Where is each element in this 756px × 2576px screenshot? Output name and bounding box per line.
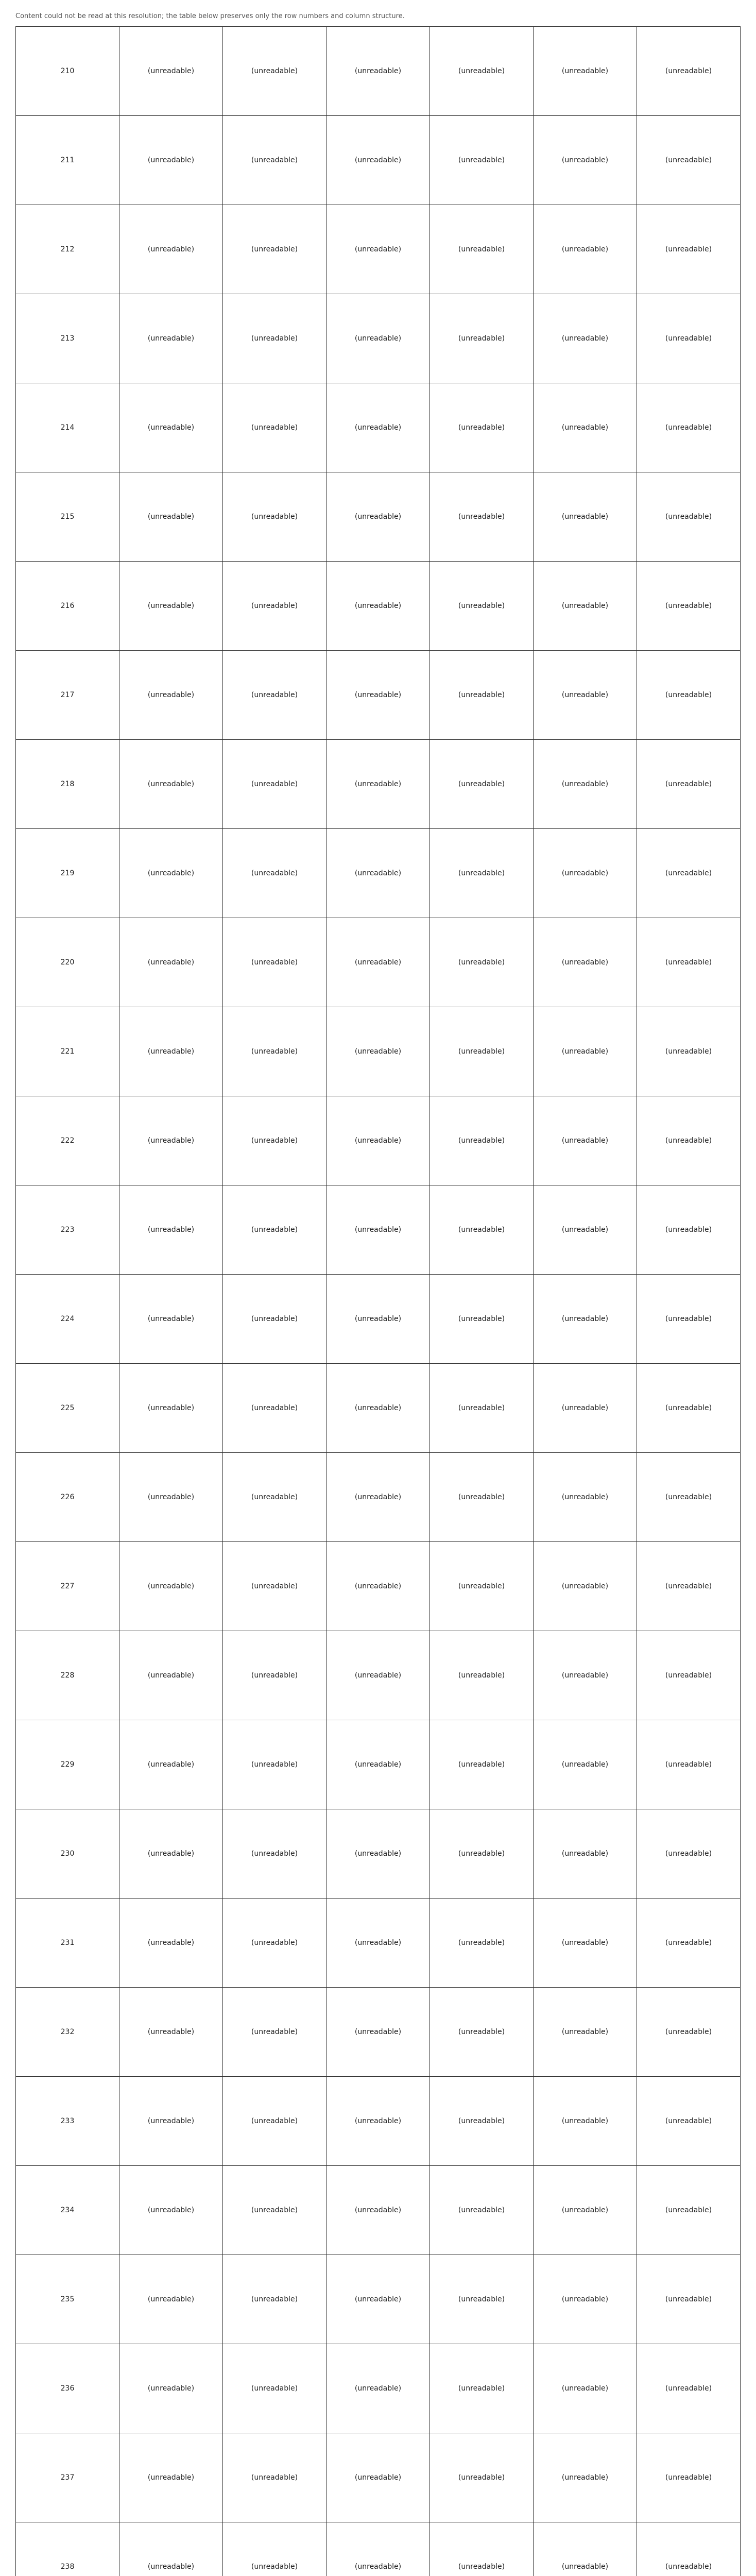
table-cell: (unreadable) [223,2522,327,2576]
table-row [16,116,741,205]
table-row [16,1275,741,1364]
table-row [16,1007,741,1096]
table-cell: (unreadable) [637,2522,741,2576]
row-number-cell: 217 [16,651,119,740]
data-table [15,26,741,2576]
table-cell: (unreadable) [119,651,223,740]
table-cell: (unreadable) [223,1809,327,1899]
table-row [16,2433,741,2522]
table-cell: (unreadable) [430,1899,534,1988]
table-cell: (unreadable) [327,1899,430,1988]
table-cell: (unreadable) [430,383,534,472]
table-cell: (unreadable) [637,1275,741,1364]
table-cell: (unreadable) [119,116,223,205]
row-number-cell: 230 [16,1809,119,1899]
table-cell: (unreadable) [534,472,637,562]
table-cell: (unreadable) [119,1542,223,1631]
table-cell: (unreadable) [430,1096,534,1185]
table-cell: (unreadable) [119,27,223,116]
table-row [16,472,741,562]
row-number-cell: 234 [16,2166,119,2255]
row-number-cell: 226 [16,1453,119,1542]
table-cell: (unreadable) [430,2077,534,2166]
table-cell: (unreadable) [430,205,534,294]
table-cell: (unreadable) [534,1988,637,2077]
table-cell: (unreadable) [430,1631,534,1720]
table-cell: (unreadable) [534,2433,637,2522]
table-row [16,1364,741,1453]
table-cell: (unreadable) [327,740,430,829]
table-cell: (unreadable) [534,2255,637,2344]
table-cell: (unreadable) [119,1988,223,2077]
table-cell: (unreadable) [430,562,534,651]
table-cell: (unreadable) [430,2255,534,2344]
table-cell: (unreadable) [534,1720,637,1809]
table-cell: (unreadable) [534,1453,637,1542]
table-cell: (unreadable) [430,116,534,205]
table-cell: (unreadable) [119,1899,223,1988]
table-cell: (unreadable) [223,2344,327,2433]
table-row [16,1988,741,2077]
table-cell: (unreadable) [223,27,327,116]
table-cell: (unreadable) [119,1096,223,1185]
table-cell: (unreadable) [119,918,223,1007]
table-row [16,2344,741,2433]
table-row [16,1631,741,1720]
table-cell: (unreadable) [534,2522,637,2576]
table-cell: (unreadable) [223,918,327,1007]
table-cell: (unreadable) [223,383,327,472]
table-cell: (unreadable) [637,2344,741,2433]
table-cell: (unreadable) [327,472,430,562]
table-cell: (unreadable) [119,1453,223,1542]
table-cell: (unreadable) [327,918,430,1007]
table-cell: (unreadable) [327,383,430,472]
table-cell: (unreadable) [327,829,430,918]
row-number-cell: 225 [16,1364,119,1453]
row-number-cell: 213 [16,294,119,383]
table-cell: (unreadable) [430,829,534,918]
table-cell: (unreadable) [637,1899,741,1988]
table-cell: (unreadable) [223,1275,327,1364]
table-row [16,651,741,740]
row-number-cell: 233 [16,2077,119,2166]
table-cell: (unreadable) [637,1096,741,1185]
table-cell: (unreadable) [223,205,327,294]
table-cell: (unreadable) [327,1720,430,1809]
table-cell: (unreadable) [327,27,430,116]
table-cell: (unreadable) [223,829,327,918]
table-cell: (unreadable) [534,562,637,651]
table-cell: (unreadable) [534,1631,637,1720]
table-cell: (unreadable) [119,2166,223,2255]
row-number-cell: 216 [16,562,119,651]
table-cell: (unreadable) [637,116,741,205]
table-row [16,2077,741,2166]
table-cell: (unreadable) [430,2344,534,2433]
table-row [16,294,741,383]
table-row [16,1453,741,1542]
table-cell: (unreadable) [637,1542,741,1631]
table-cell: (unreadable) [637,2166,741,2255]
table-cell: (unreadable) [327,2255,430,2344]
table-cell: (unreadable) [119,740,223,829]
table-row [16,829,741,918]
table-cell: (unreadable) [637,918,741,1007]
table-cell: (unreadable) [430,1185,534,1275]
row-number-cell: 236 [16,2344,119,2433]
table-cell: (unreadable) [430,294,534,383]
table-cell: (unreadable) [534,1899,637,1988]
table-cell: (unreadable) [534,205,637,294]
table-cell: (unreadable) [637,1453,741,1542]
table-cell: (unreadable) [223,2077,327,2166]
table-row [16,383,741,472]
table-cell: (unreadable) [534,2344,637,2433]
table-cell: (unreadable) [327,1809,430,1899]
table-cell: (unreadable) [430,2433,534,2522]
table-cell: (unreadable) [327,2522,430,2576]
table-cell: (unreadable) [119,472,223,562]
table-cell: (unreadable) [223,1096,327,1185]
row-number-cell: 223 [16,1185,119,1275]
table-cell: (unreadable) [327,562,430,651]
table-cell: (unreadable) [430,740,534,829]
table-cell: (unreadable) [534,383,637,472]
table-cell: (unreadable) [637,472,741,562]
table-cell: (unreadable) [119,562,223,651]
table-cell: (unreadable) [119,829,223,918]
table-row [16,2255,741,2344]
table-cell: (unreadable) [637,740,741,829]
row-number-cell: 227 [16,1542,119,1631]
row-number-cell: 215 [16,472,119,562]
table-cell: (unreadable) [119,2077,223,2166]
table-cell: (unreadable) [223,2255,327,2344]
table-cell: (unreadable) [327,2344,430,2433]
table-cell: (unreadable) [223,1185,327,1275]
table-cell: (unreadable) [119,383,223,472]
table-cell: (unreadable) [430,27,534,116]
table-cell: (unreadable) [327,2077,430,2166]
table-cell: (unreadable) [534,918,637,1007]
table-cell: (unreadable) [637,294,741,383]
table-cell: (unreadable) [119,1185,223,1275]
table-cell: (unreadable) [223,1988,327,2077]
table-cell: (unreadable) [430,1007,534,1096]
table-cell: (unreadable) [119,1631,223,1720]
table-cell: (unreadable) [534,1809,637,1899]
table-cell: (unreadable) [119,205,223,294]
table-cell: (unreadable) [430,2522,534,2576]
table-cell: (unreadable) [223,1453,327,1542]
table-cell: (unreadable) [637,2433,741,2522]
table-cell: (unreadable) [327,1364,430,1453]
table-cell: (unreadable) [637,1364,741,1453]
table-cell: (unreadable) [637,1720,741,1809]
table-cell: (unreadable) [637,1988,741,2077]
table-cell: (unreadable) [637,1809,741,1899]
table-body [16,27,741,2576]
table-cell: (unreadable) [119,1809,223,1899]
table-cell: (unreadable) [534,2166,637,2255]
table-cell: (unreadable) [119,1007,223,1096]
table-cell: (unreadable) [534,294,637,383]
row-number-cell: 210 [16,27,119,116]
row-number-cell: 232 [16,1988,119,2077]
table-cell: (unreadable) [327,2166,430,2255]
table-cell: (unreadable) [223,2166,327,2255]
table-cell: (unreadable) [327,294,430,383]
table-cell: (unreadable) [327,1453,430,1542]
table-cell: (unreadable) [327,1007,430,1096]
table-cell: (unreadable) [223,116,327,205]
table-cell: (unreadable) [327,205,430,294]
table-cell: (unreadable) [637,205,741,294]
table-cell: (unreadable) [223,472,327,562]
table-cell: (unreadable) [223,294,327,383]
table-cell: (unreadable) [223,1899,327,1988]
row-number-cell: 237 [16,2433,119,2522]
table-cell: (unreadable) [534,651,637,740]
table-cell: (unreadable) [637,651,741,740]
row-number-cell: 221 [16,1007,119,1096]
table-cell: (unreadable) [223,1631,327,1720]
table-cell: (unreadable) [637,1007,741,1096]
table-cell: (unreadable) [119,1364,223,1453]
row-number-cell: 220 [16,918,119,1007]
table-cell: (unreadable) [430,1809,534,1899]
table-cell: (unreadable) [430,918,534,1007]
table-cell: (unreadable) [534,1364,637,1453]
row-number-cell: 229 [16,1720,119,1809]
table-row [16,1720,741,1809]
table-cell: (unreadable) [637,2255,741,2344]
table-row [16,2166,741,2255]
table-cell: (unreadable) [223,1542,327,1631]
table-cell: (unreadable) [223,562,327,651]
table-cell: (unreadable) [637,27,741,116]
table-cell: (unreadable) [534,1096,637,1185]
table-cell: (unreadable) [534,1185,637,1275]
table-cell: (unreadable) [223,1364,327,1453]
table-cell: (unreadable) [327,1275,430,1364]
table-row [16,27,741,116]
table-cell: (unreadable) [223,1720,327,1809]
table-cell: (unreadable) [534,829,637,918]
row-number-cell: 222 [16,1096,119,1185]
table-cell: (unreadable) [223,651,327,740]
table-cell: (unreadable) [327,1631,430,1720]
table-row [16,1809,741,1899]
table-row [16,2522,741,2576]
table-cell: (unreadable) [430,2166,534,2255]
table-cell: (unreadable) [534,27,637,116]
table-cell: (unreadable) [534,1275,637,1364]
table-cell: (unreadable) [327,1096,430,1185]
table-cell: (unreadable) [430,1275,534,1364]
table-cell: (unreadable) [223,1007,327,1096]
table-cell: (unreadable) [327,1185,430,1275]
table-cell: (unreadable) [534,2077,637,2166]
table-cell: (unreadable) [430,1542,534,1631]
table-cell: (unreadable) [534,116,637,205]
table-cell: (unreadable) [430,1720,534,1809]
row-number-cell: 235 [16,2255,119,2344]
table-cell: (unreadable) [119,2522,223,2576]
table-cell: (unreadable) [534,1007,637,1096]
table-cell: (unreadable) [223,2433,327,2522]
table-row [16,740,741,829]
table-row [16,562,741,651]
table-cell: (unreadable) [327,651,430,740]
row-number-cell: 228 [16,1631,119,1720]
row-number-cell: 211 [16,116,119,205]
table-cell: (unreadable) [637,1185,741,1275]
row-number-cell: 224 [16,1275,119,1364]
table-cell: (unreadable) [637,1631,741,1720]
table-row [16,918,741,1007]
table-cell: (unreadable) [430,651,534,740]
table-cell: (unreadable) [119,1720,223,1809]
table-row [16,1185,741,1275]
row-number-cell: 238 [16,2522,119,2576]
row-number-cell: 231 [16,1899,119,1988]
table-cell: (unreadable) [119,2344,223,2433]
table-cell: (unreadable) [637,383,741,472]
table-cell: (unreadable) [637,562,741,651]
table-row [16,1542,741,1631]
table-cell: (unreadable) [327,1988,430,2077]
table-cell: (unreadable) [119,294,223,383]
table-cell: (unreadable) [534,1542,637,1631]
table-row [16,1096,741,1185]
table-cell: (unreadable) [430,1988,534,2077]
table-cell: (unreadable) [430,472,534,562]
table-cell: (unreadable) [327,2433,430,2522]
table-cell: (unreadable) [430,1364,534,1453]
table-cell: (unreadable) [119,2433,223,2522]
table-cell: (unreadable) [637,2077,741,2166]
row-number-cell: 212 [16,205,119,294]
row-number-cell: 219 [16,829,119,918]
table-cell: (unreadable) [119,2255,223,2344]
table-row [16,205,741,294]
row-number-cell: 214 [16,383,119,472]
table-cell: (unreadable) [637,829,741,918]
table-cell: (unreadable) [327,116,430,205]
row-number-cell: 218 [16,740,119,829]
table-cell: (unreadable) [430,1453,534,1542]
table-cell: (unreadable) [534,740,637,829]
unreadable-notice: Content could not be read at this resolution; the table below preserves only the row numbers and column structure. [15,12,405,20]
table-cell: (unreadable) [327,1542,430,1631]
table-cell: (unreadable) [223,740,327,829]
table-cell: (unreadable) [119,1275,223,1364]
table-row [16,1899,741,1988]
